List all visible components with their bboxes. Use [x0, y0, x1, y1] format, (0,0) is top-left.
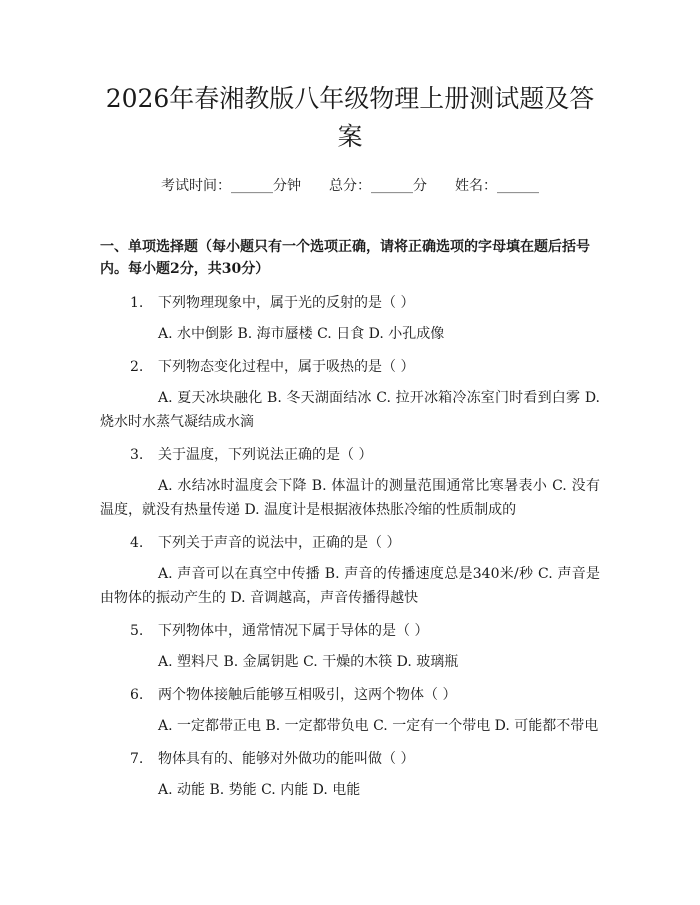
question-item	[100, 620, 600, 674]
question-options: A. 水结冰时温度会下降 B. 体温计的测量范围通常比寒暑表小 C. 没有温度，就没有热量传递 D. 温度计是根据液体热胀冷缩的性质制成的	[100, 478, 600, 518]
exam-meta	[100, 176, 600, 196]
question-text: 下列物理现象中，属于光的反射的是（ ）	[158, 295, 415, 311]
question-number: 7.	[130, 751, 144, 767]
question-item	[100, 292, 600, 346]
question-stem	[100, 620, 600, 642]
question-stem	[100, 532, 600, 554]
question-stem	[100, 356, 600, 378]
student-name-label: 姓名：______	[455, 178, 539, 194]
question-stem	[100, 684, 600, 706]
question-text: 物体具有的、能够对外做功的能叫做（ ）	[158, 751, 415, 767]
question-list	[100, 292, 600, 802]
question-stem	[100, 748, 600, 770]
question-item	[100, 532, 600, 610]
question-number: 5.	[130, 623, 144, 639]
total-score-label: 总分：______分	[329, 178, 427, 194]
document-title: 2026年春湘教版八年级物理上册测试题及答案	[105, 84, 595, 151]
question-number: 1.	[130, 295, 144, 311]
question-options: A. 声音可以在真空中传播 B. 声音的传播速度总是340米/秒 C. 声音是由物体的振动产生的 D. 音调越高，声音传播得越快	[100, 566, 600, 606]
question-text: 下列物体中，通常情况下属于导体的是（ ）	[158, 623, 429, 639]
question-text: 下列物态变化过程中，属于吸热的是（ ）	[158, 359, 415, 375]
question-item	[100, 684, 600, 738]
question-text: 下列关于声音的说法中，正确的是（ ）	[158, 535, 401, 551]
question-stem	[100, 292, 600, 314]
question-options: A. 动能 B. 势能 C. 内能 D. 电能	[158, 782, 361, 798]
question-options: A. 塑料尺 B. 金属钥匙 C. 干燥的木筷 D. 玻璃瓶	[158, 654, 459, 670]
question-text: 两个物体接触后能够互相吸引，这两个物体（ ）	[158, 687, 457, 703]
question-text: 关于温度，下列说法正确的是（ ）	[158, 447, 373, 463]
section-heading-single-choice: 一、单项选择题（每小题只有一个选项正确，请将正确选项的字母填在题后括号内。每小题2分，共30分）	[100, 239, 590, 277]
question-item	[100, 444, 600, 522]
question-item	[100, 748, 600, 802]
question-number: 3.	[130, 447, 144, 463]
question-number: 4.	[130, 535, 144, 551]
question-item	[100, 356, 600, 434]
question-options: A. 水中倒影 B. 海市蜃楼 C. 日食 D. 小孔成像	[158, 326, 445, 342]
question-number: 2.	[130, 359, 144, 375]
question-options: A. 夏天冰块融化 B. 冬天湖面结冰 C. 拉开冰箱冷冻室门时看到白雾 D. 烧水时水蒸气凝结成水滴	[100, 390, 600, 430]
question-stem	[100, 444, 600, 466]
question-number: 6.	[130, 687, 144, 703]
question-options: A. 一定都带正电 B. 一定都带负电 C. 一定有一个带电 D. 可能都不带电	[158, 718, 599, 734]
exam-time-label: 考试时间：______分钟	[161, 178, 301, 194]
